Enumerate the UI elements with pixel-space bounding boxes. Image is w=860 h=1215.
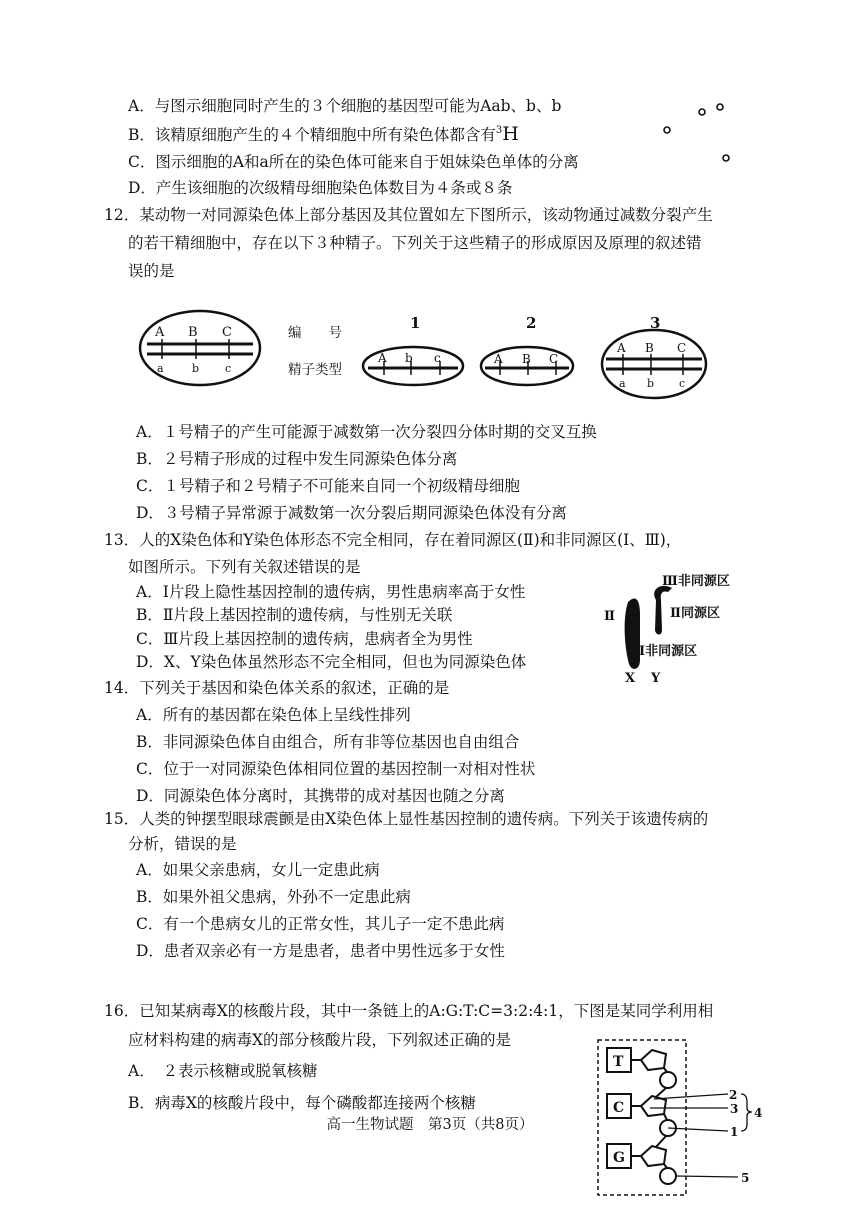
label-x: X: [625, 671, 636, 686]
fragment-circle: [699, 109, 705, 115]
label-region-ii-left: Ⅱ: [604, 609, 615, 624]
part-label: 5: [741, 1171, 750, 1185]
sperm-3: [602, 330, 706, 398]
gene-label: a: [619, 377, 626, 390]
gene-label: B: [645, 341, 654, 355]
q15-option-d: D．患者双亲必有一方是患者，患者中男性远多于女性: [136, 942, 505, 960]
q11-figure-fragment: [0, 0, 860, 200]
q14-option-b: B．非同源染色体自由组合，所有非等位基因也自由组合: [136, 733, 520, 751]
q16-option-b: B．病毒X的核酸片段中，每个磷酸都连接两个核糖: [128, 1094, 476, 1112]
base-label: C: [613, 1100, 625, 1116]
q16-option-a: A． ２表示核糖或脱氧核糖: [128, 1062, 318, 1080]
part-label: 1: [730, 1125, 739, 1139]
label-region-i: Ⅰ非同源区: [639, 644, 698, 659]
q12-stem-line3: 误的是: [128, 262, 175, 280]
gene-label: c: [434, 351, 441, 365]
q11-option-b-sup: 3: [495, 125, 503, 136]
row-label-sperm-type: 精子类型: [288, 362, 342, 378]
gene-label: C: [677, 341, 687, 355]
xy-chromosome-figure: [0, 560, 860, 690]
fragment-circle: [723, 155, 729, 161]
gene-label: A: [494, 352, 503, 366]
q11-option-c: C．图示细胞的A和a所在的染色体可能来自于姐妹染色单体的分离: [128, 153, 579, 171]
page-footer: 高一生物试题 第3页（共8页）: [326, 1117, 534, 1133]
gene-label: C: [222, 325, 232, 340]
q13-option-a: A．Ⅰ片段上隐性基因控制的遗传病，男性患病率高于女性: [136, 583, 526, 601]
q14-option-d: D．同源染色体分离时，其携带的成对基因也随之分离: [136, 787, 505, 805]
q15-stem-line2: 分析，错误的是: [128, 835, 237, 853]
q12-option-d: D．３号精子异常源于减数第一次分裂后期同源染色体没有分离: [136, 504, 567, 522]
q13-stem-line1: 13．人的X染色体和Y染色体形态不完全相同，存在着同源区(Ⅱ)和非同源区(Ⅰ、Ⅲ)，: [104, 531, 682, 549]
q15-option-b: B．如果外祖父患病，外孙不一定患此病: [136, 888, 411, 906]
gene-label: A: [617, 341, 626, 355]
q16-stem-line2: 应材料构建的病毒X的部分核酸片段，下列叙述正确的是: [128, 1031, 512, 1049]
sperm-1: [363, 347, 463, 385]
row-label-number: 编 号: [288, 325, 342, 341]
base-label: G: [613, 1150, 625, 1166]
q14-option-a: A．所有的基因都在染色体上呈线性排列: [136, 706, 411, 724]
q12-option-c: C．１号精子和２号精子不可能来自同一个初级精母细胞: [136, 477, 520, 495]
gene-label: b: [647, 377, 655, 390]
gene-label: c: [225, 362, 232, 375]
q14-stem: 14．下列关于基因和染色体关系的叙述，正确的是: [104, 679, 450, 697]
q14-option-c: C．位于一对同源染色体相同位置的基因控制一对相对性状: [136, 760, 536, 778]
q15-option-a: A．如果父亲患病，女儿一定患此病: [136, 861, 380, 879]
gene-label: c: [679, 377, 686, 390]
part-label: 2: [729, 1088, 738, 1102]
label-y: Y: [651, 671, 661, 686]
q15-option-c: C．有一个患病女儿的正常女性，其儿子一定不患此病: [136, 915, 505, 933]
phosphate-circle: [660, 1168, 676, 1184]
left-homologous-pair: [140, 311, 260, 385]
sperm-2: [481, 347, 573, 385]
fragment-circle: [717, 104, 723, 110]
q12-chromosome-figure: [0, 300, 860, 400]
sperm-number: 3: [650, 314, 661, 332]
q11-option-b-text: B．该精原细胞产生的４个精细胞中所有染色体都含有: [128, 126, 496, 144]
q12-stem-line2: 的若干精细胞中，存在以下３种精子。下列关于这些精子的形成原因及原理的叙述错: [128, 234, 702, 252]
gene-label: A: [378, 351, 387, 365]
q16-stem-line1: 16．已知某病毒X的核酸片段，其中一条链上的A:G:T:C=3:2:4:1，下图是某同学利用相: [104, 1002, 714, 1020]
sugar-pentagon: [641, 1146, 666, 1166]
gene-label: B: [522, 352, 531, 366]
fragment-circle: [664, 127, 670, 133]
q13-stem-line2: 如图所示。下列有关叙述错误的是: [128, 558, 361, 576]
x-chromosome: [625, 598, 640, 668]
base-label: T: [613, 1054, 624, 1070]
part-label: 4: [754, 1106, 763, 1120]
gene-label: C: [549, 352, 559, 366]
gene-label: b: [405, 351, 413, 365]
q13-option-d: D．X、Y染色体虽然形态不完全相同，但也为同源染色体: [136, 653, 527, 671]
part-label: 3: [730, 1102, 739, 1116]
q11-option-a: A．与图示细胞同时产生的３个细胞的基因型可能为Aab、b、b: [128, 97, 562, 115]
q12-stem-line1: 12．某动物一对同源染色体上部分基因及其位置如左下图所示，该动物通过减数分裂产生: [104, 206, 713, 224]
sperm-number: 2: [526, 314, 537, 332]
gene-label: a: [157, 362, 164, 375]
q15-stem-line1: 15．人类的钟摆型眼球震颤是由X染色体上显性基因控制的遗传病。下列关于该遗传病的: [104, 810, 709, 828]
q12-option-a: A．１号精子的产生可能源于减数第一次分裂四分体时期的交叉互换: [136, 423, 597, 441]
sperm-number: 1: [410, 314, 421, 332]
gene-label: A: [155, 325, 165, 340]
q13-option-c: C．Ⅲ片段上基因控制的遗传病，患病者全为男性: [136, 630, 473, 648]
sugar-pentagon: [641, 1050, 666, 1070]
q13-option-b: B．Ⅱ片段上基因控制的遗传病，与性别无关联: [136, 606, 453, 624]
q12-option-b: B．２号精子形成的过程中发生同源染色体分离: [136, 450, 458, 468]
phosphate-circle: [660, 1072, 676, 1088]
gene-label: B: [188, 325, 198, 340]
q11-option-b-suffix: H: [502, 123, 519, 145]
q11-option-d: D．产生该细胞的次级精母细胞染色体数目为４条或８条: [128, 179, 513, 197]
gene-label: b: [192, 362, 200, 375]
label-region-ii-right: Ⅱ同源区: [670, 606, 720, 621]
label-region-iii: Ⅲ非同源区: [662, 574, 730, 589]
